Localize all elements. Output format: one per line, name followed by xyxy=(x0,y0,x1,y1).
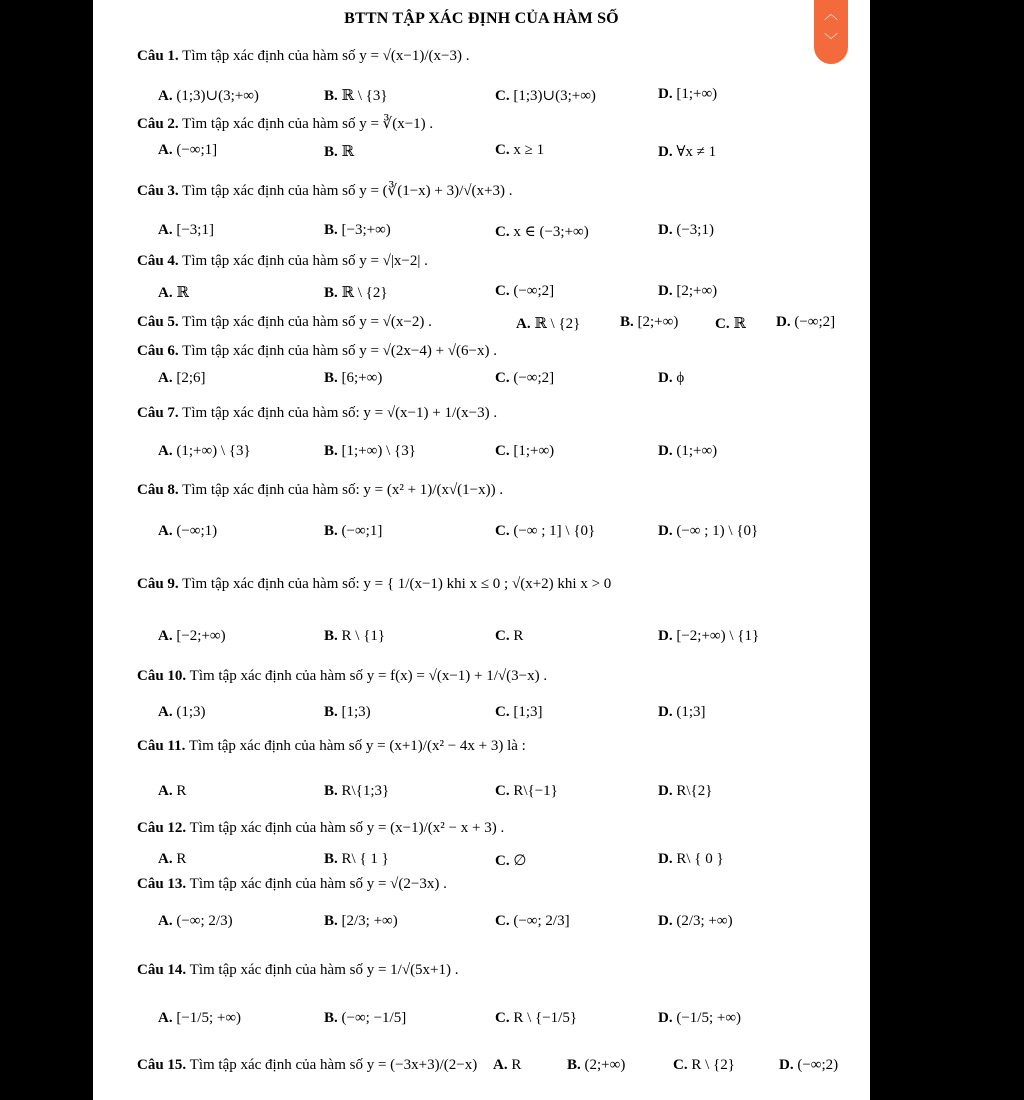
q2-option-c[interactable]: C. x ≥ 1 xyxy=(495,142,545,158)
question-6: Câu 6. Tìm tập xác định của hàm số y = √(2x−4) + √(6−x) . xyxy=(137,343,497,359)
q11-option-a[interactable]: A. R xyxy=(158,783,187,799)
q1-option-a[interactable]: A. (1;3)∪(3;+∞) xyxy=(158,88,259,104)
q5-option-b[interactable]: B. [2;+∞) xyxy=(620,314,679,330)
question-15: Câu 15. Tìm tập xác định của hàm số y = (−3x+3)/(2−x) xyxy=(137,1057,478,1073)
q8-option-a[interactable]: A. (−∞;1) xyxy=(158,523,218,539)
q5-option-c[interactable]: C. ℝ xyxy=(715,316,746,332)
q9-option-b[interactable]: B. R \ {1} xyxy=(324,628,386,644)
question-10: Câu 10. Tìm tập xác định của hàm số y = f(x) = √(x−1) + 1/√(3−x) . xyxy=(137,668,548,684)
q5-option-d[interactable]: D. (−∞;2] xyxy=(776,314,836,330)
chevron-up-icon[interactable]: ︿ xyxy=(824,7,838,23)
q13-option-c[interactable]: C. (−∞; 2/3] xyxy=(495,913,570,929)
page-nav-control xyxy=(814,0,848,64)
q10-option-a[interactable]: A. (1;3) xyxy=(158,704,206,720)
q14-option-d[interactable]: D. (−1/5; +∞) xyxy=(658,1010,742,1026)
q8-option-d[interactable]: D. (−∞ ; 1) \ {0} xyxy=(658,523,759,539)
q6-option-c[interactable]: C. (−∞;2] xyxy=(495,370,555,386)
question-12: Câu 12. Tìm tập xác định của hàm số y = (x−1)/(x² − x + 3) . xyxy=(137,820,505,836)
q6-option-a[interactable]: A. [2;6] xyxy=(158,370,206,386)
q12-option-c[interactable]: C. ∅ xyxy=(495,853,527,869)
q10-option-c[interactable]: C. [1;3] xyxy=(495,704,543,720)
q8-option-c[interactable]: C. (−∞ ; 1] \ {0} xyxy=(495,523,596,539)
q14-option-c[interactable]: C. R \ {−1/5} xyxy=(495,1010,578,1026)
q4-option-a[interactable]: A. ℝ xyxy=(158,285,189,301)
q12-option-b[interactable]: B. R\ { 1 } xyxy=(324,851,389,867)
question-9: Câu 9. Tìm tập xác định của hàm số: y = { 1/(x−1) khi x ≤ 0 ; √(x+2) khi x > 0 xyxy=(137,576,612,592)
q2-option-a[interactable]: A. (−∞;1] xyxy=(158,142,218,158)
q12-option-a[interactable]: A. R xyxy=(158,851,187,867)
q3-option-c[interactable]: C. x ∈ (−3;+∞) xyxy=(495,224,589,240)
q11-option-c[interactable]: C. R\{−1} xyxy=(495,783,558,799)
q6-option-d[interactable]: D. ϕ xyxy=(658,370,685,386)
q10-option-d[interactable]: D. (1;3] xyxy=(658,704,706,720)
q14-option-a[interactable]: A. [−1/5; +∞) xyxy=(158,1010,242,1026)
q13-option-b[interactable]: B. [2/3; +∞) xyxy=(324,913,398,929)
page-title: BTTN TẬP XÁC ĐỊNH CỦA HÀM SỐ xyxy=(344,10,619,27)
q1-option-b[interactable]: B. ℝ \ {3} xyxy=(324,88,388,104)
q15-option-b[interactable]: B. (2;+∞) xyxy=(567,1057,626,1073)
q7-option-d[interactable]: D. (1;+∞) xyxy=(658,443,718,459)
q3-option-b[interactable]: B. [−3;+∞) xyxy=(324,222,391,238)
q13-option-d[interactable]: D. (2/3; +∞) xyxy=(658,913,733,929)
question-1: Câu 1. Tìm tập xác định của hàm số y = √(x−1)/(x−3) . xyxy=(137,48,470,64)
q15-option-a[interactable]: A. R xyxy=(493,1057,522,1073)
question-14: Câu 14. Tìm tập xác định của hàm số y = 1/√(5x+1) . xyxy=(137,962,459,978)
q7-option-c[interactable]: C. [1;+∞) xyxy=(495,443,555,459)
q3-option-d[interactable]: D. (−3;1) xyxy=(658,222,714,238)
q5-option-a[interactable]: A. ℝ \ {2} xyxy=(516,316,581,332)
question-3: Câu 3. Tìm tập xác định của hàm số y = (∛(1−x) + 3)/√(x+3) . xyxy=(137,183,513,199)
q6-option-b[interactable]: B. [6;+∞) xyxy=(324,370,383,386)
q8-option-b[interactable]: B. (−∞;1] xyxy=(324,523,383,539)
q10-option-b[interactable]: B. [1;3) xyxy=(324,704,371,720)
document-page xyxy=(93,0,870,1100)
q4-option-b[interactable]: B. ℝ \ {2} xyxy=(324,285,388,301)
question-5: Câu 5. Tìm tập xác định của hàm số y = √(x−2) . xyxy=(137,314,432,330)
q7-option-b[interactable]: B. [1;+∞) \ {3} xyxy=(324,443,416,459)
question-7: Câu 7. Tìm tập xác định của hàm số: y = √(x−1) + 1/(x−3) . xyxy=(137,405,498,421)
q13-option-a[interactable]: A. (−∞; 2/3) xyxy=(158,913,233,929)
q11-option-b[interactable]: B. R\{1;3} xyxy=(324,783,390,799)
q9-option-d[interactable]: D. [−2;+∞) \ {1} xyxy=(658,628,760,644)
q15-option-d[interactable]: D. (−∞;2) xyxy=(779,1057,839,1073)
q3-option-a[interactable]: A. [−3;1] xyxy=(158,222,214,238)
q4-option-d[interactable]: D. [2;+∞) xyxy=(658,283,718,299)
q2-option-d[interactable]: D. ∀x ≠ 1 xyxy=(658,144,717,160)
q9-option-a[interactable]: A. [−2;+∞) xyxy=(158,628,226,644)
question-2: Câu 2. Tìm tập xác định của hàm số y = ∛(x−1) . xyxy=(137,116,434,132)
q4-option-c[interactable]: C. (−∞;2] xyxy=(495,283,555,299)
q12-option-d[interactable]: D. R\ { 0 } xyxy=(658,851,724,867)
question-13: Câu 13. Tìm tập xác định của hàm số y = √(2−3x) . xyxy=(137,876,447,892)
q11-option-d[interactable]: D. R\{2} xyxy=(658,783,713,799)
q14-option-b[interactable]: B. (−∞; −1/5] xyxy=(324,1010,407,1026)
q15-option-c[interactable]: C. R \ {2} xyxy=(673,1057,735,1073)
q1-option-c[interactable]: C. [1;3)∪(3;+∞) xyxy=(495,88,596,104)
q2-option-b[interactable]: B. ℝ xyxy=(324,144,354,160)
question-4: Câu 4. Tìm tập xác định của hàm số y = √|x−2| . xyxy=(137,253,428,269)
question-8: Câu 8. Tìm tập xác định của hàm số: y = (x² + 1)/(x√(1−x)) . xyxy=(137,482,504,498)
q1-option-d[interactable]: D. [1;+∞) xyxy=(658,86,718,102)
question-11: Câu 11. Tìm tập xác định của hàm số y = (x+1)/(x² − 4x + 3) là : xyxy=(137,738,526,754)
q9-option-c[interactable]: C. R xyxy=(495,628,524,644)
q7-option-a[interactable]: A. (1;+∞) \ {3} xyxy=(158,443,251,459)
chevron-down-icon[interactable]: ﹀ xyxy=(824,33,838,49)
